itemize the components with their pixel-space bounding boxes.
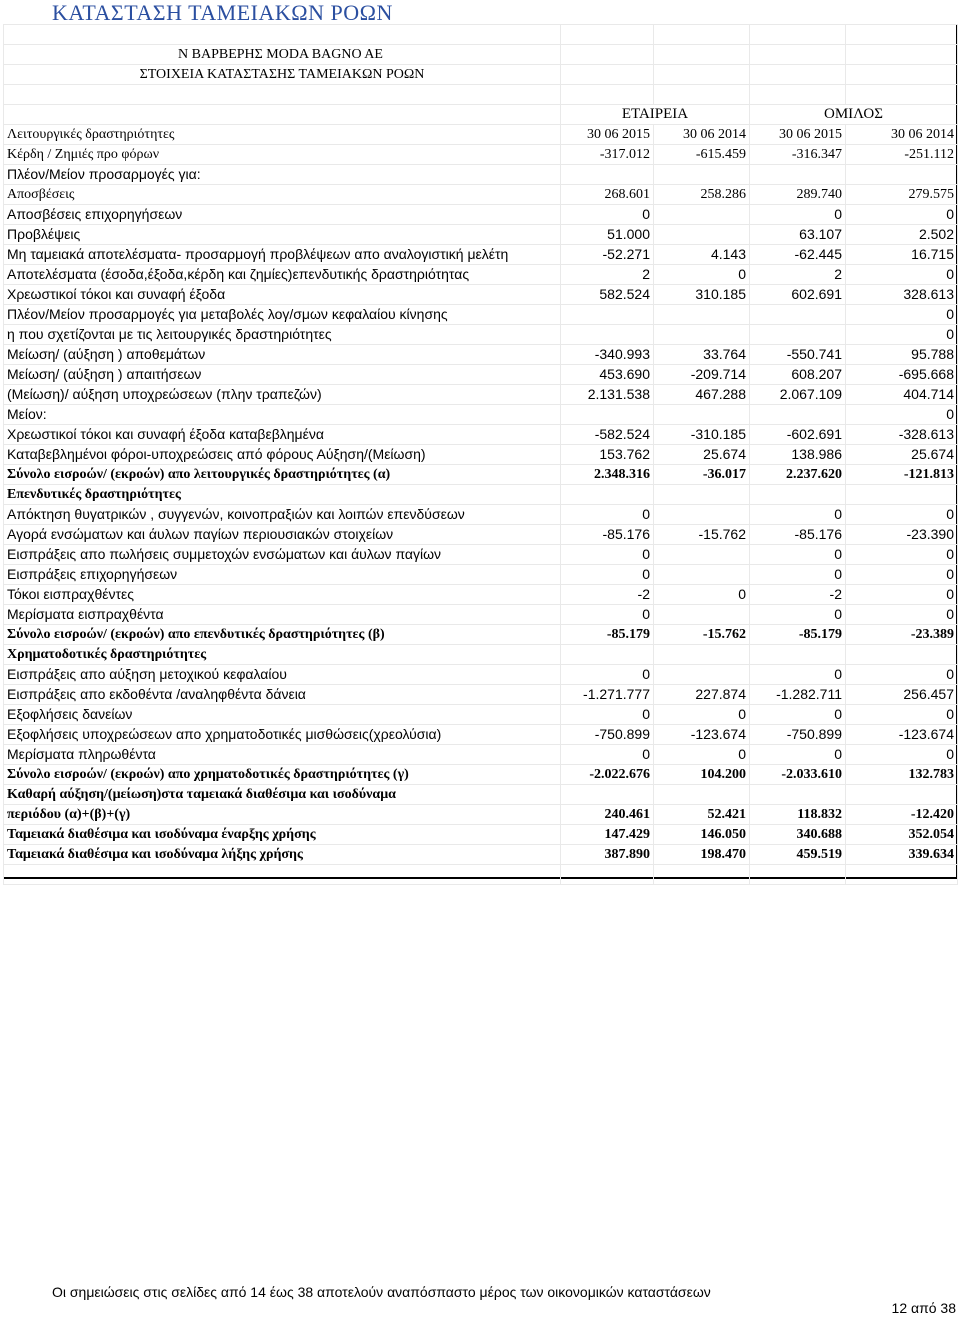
company-name-row bbox=[4, 44, 958, 64]
row-label: Ταμειακά διαθέσιμα και ισοδύναμα λήξης χρήσης bbox=[4, 844, 561, 864]
value-group-prior: 0 bbox=[846, 264, 958, 284]
table-row bbox=[4, 364, 958, 384]
value-company-current: 0 bbox=[561, 564, 654, 584]
value-group-current: 608.207 bbox=[750, 364, 846, 384]
value-company-prior: 0 bbox=[654, 744, 750, 764]
value-group-current: 2.237.620 bbox=[750, 464, 846, 484]
value-group-current bbox=[750, 404, 846, 424]
row-label: Σύνολο εισροών/ (εκροών) απο επενδυτικές δραστηριότητες (β) bbox=[4, 624, 561, 644]
value-company-current: 51.000 bbox=[561, 224, 654, 244]
group-header-row bbox=[4, 104, 958, 124]
value-company-prior bbox=[654, 544, 750, 564]
table-row bbox=[4, 604, 958, 624]
value-group-prior: -328.613 bbox=[846, 424, 958, 444]
value-company-current: 0 bbox=[561, 744, 654, 764]
period-header-row bbox=[4, 124, 958, 144]
row-label: Αγορά ενσώματων και άυλων παγίων περιουσιακών στοιχείων bbox=[4, 524, 561, 544]
value-group-prior: -23.389 bbox=[846, 624, 958, 644]
value-company-prior bbox=[654, 644, 750, 664]
value-company-prior: -15.762 bbox=[654, 624, 750, 644]
table-row bbox=[4, 664, 958, 684]
value-group-current: 2.067.109 bbox=[750, 384, 846, 404]
value-group-prior: 25.674 bbox=[846, 444, 958, 464]
value-company-prior bbox=[654, 404, 750, 424]
row-label: Εισπράξεις απο αύξηση μετοχικού κεφαλαίου bbox=[4, 664, 561, 684]
value-company-current: 0 bbox=[561, 604, 654, 624]
value-company-prior: 52.421 bbox=[654, 804, 750, 824]
table-row bbox=[4, 824, 958, 844]
value-company-prior: 25.674 bbox=[654, 444, 750, 464]
table-row bbox=[4, 804, 958, 824]
value-group-current: -62.445 bbox=[750, 244, 846, 264]
value-group-prior: -12.420 bbox=[846, 804, 958, 824]
value-company-prior: 227.874 bbox=[654, 684, 750, 704]
row-label: Μερίσματα εισπραχθέντα bbox=[4, 604, 561, 624]
value-company-current: 2 bbox=[561, 264, 654, 284]
table-row bbox=[4, 484, 958, 504]
row-label: Χρεωστικοί τόκοι και συναφή έξοδα bbox=[4, 284, 561, 304]
table-row bbox=[4, 624, 958, 644]
value-company-current bbox=[561, 484, 654, 504]
value-company-current: 0 bbox=[561, 704, 654, 724]
value-company-prior: -310.185 bbox=[654, 424, 750, 444]
value-company-current: -85.176 bbox=[561, 524, 654, 544]
row-label: Αποσβέσεις επιχορηγήσεων bbox=[4, 204, 561, 224]
value-company-current: -1.271.777 bbox=[561, 684, 654, 704]
value-company-current bbox=[561, 644, 654, 664]
value-group-current: 0 bbox=[750, 504, 846, 524]
value-group-current: -2.033.610 bbox=[750, 764, 846, 784]
row-label: Εξοφλήσεις υποχρεώσεων απο χρηματοδοτικές μισθώσεις(χρεολύσια) bbox=[4, 724, 561, 744]
value-group-prior: -123.674 bbox=[846, 724, 958, 744]
table-row bbox=[4, 204, 958, 224]
row-label: (Μείωση)/ αύξηση υποχρεώσεων (πλην τραπεζών) bbox=[4, 384, 561, 404]
value-company-prior bbox=[654, 664, 750, 684]
value-company-prior: 310.185 bbox=[654, 284, 750, 304]
row-label: Μείωση/ (αύξηση ) αποθεμάτων bbox=[4, 344, 561, 364]
value-group-prior: 0 bbox=[846, 304, 958, 324]
value-group-prior: 95.788 bbox=[846, 344, 958, 364]
table-row bbox=[4, 644, 958, 664]
value-group-prior: 0 bbox=[846, 504, 958, 524]
row-label: Εισπράξεις απο εκδοθέντα /αναληφθέντα δάνεια bbox=[4, 684, 561, 704]
value-company-prior: 146.050 bbox=[654, 824, 750, 844]
value-company-current: 268.601 bbox=[561, 184, 654, 204]
table-row bbox=[4, 444, 958, 464]
value-company-prior: 4.143 bbox=[654, 244, 750, 264]
value-company-prior: 198.470 bbox=[654, 844, 750, 864]
value-group-current: 0 bbox=[750, 564, 846, 584]
value-company-prior: -123.674 bbox=[654, 724, 750, 744]
row-label: Πλέον/Μείον προσαρμογές για μεταβολές λογ/σμων κεφαλαίου κίνησης bbox=[4, 304, 561, 324]
value-company-current: -85.179 bbox=[561, 624, 654, 644]
row-label: η που σχετίζονται με τις λειτουργικές δραστηριότητες bbox=[4, 324, 561, 344]
value-group-current bbox=[750, 484, 846, 504]
table-row bbox=[4, 784, 958, 804]
value-group-prior bbox=[846, 164, 958, 184]
value-group-current: 2 bbox=[750, 264, 846, 284]
table-row bbox=[4, 224, 958, 244]
value-company-prior bbox=[654, 164, 750, 184]
value-company-current: 153.762 bbox=[561, 444, 654, 464]
row-label: Μείωση/ (αύξηση ) απαιτήσεων bbox=[4, 364, 561, 384]
value-group-current bbox=[750, 644, 846, 664]
operating-activities-heading: Λειτουργικές δραστηριότητες bbox=[4, 124, 561, 144]
value-company-current: 147.429 bbox=[561, 824, 654, 844]
group-column-header: ΟΜΙΛΟΣ bbox=[750, 104, 958, 124]
value-group-prior: 339.634 bbox=[846, 844, 958, 864]
value-company-current: 2.348.316 bbox=[561, 464, 654, 484]
statement-title-row bbox=[4, 64, 958, 84]
row-label: Απόκτηση θυγατρικών , συγγενών, κοινοπραξιών και λοιπών επενδύσεων bbox=[4, 504, 561, 524]
value-group-prior: 404.714 bbox=[846, 384, 958, 404]
value-group-prior: 0 bbox=[846, 604, 958, 624]
value-group-current: 602.691 bbox=[750, 284, 846, 304]
value-company-prior bbox=[654, 224, 750, 244]
value-group-current: -85.176 bbox=[750, 524, 846, 544]
value-group-current: -550.741 bbox=[750, 344, 846, 364]
value-group-current: 118.832 bbox=[750, 804, 846, 824]
value-group-prior: 328.613 bbox=[846, 284, 958, 304]
value-group-prior: 352.054 bbox=[846, 824, 958, 844]
value-company-current bbox=[561, 404, 654, 424]
value-company-prior: -15.762 bbox=[654, 524, 750, 544]
value-company-prior bbox=[654, 304, 750, 324]
row-label: περιόδου (α)+(β)+(γ) bbox=[4, 804, 561, 824]
row-label: Σύνολο εισροών/ (εκροών) απο χρηματοδοτικές δραστηριότητες (γ) bbox=[4, 764, 561, 784]
table-row bbox=[4, 504, 958, 524]
row-label: Πλέον/Μείον προσαρμογές για: bbox=[4, 164, 561, 184]
value-company-current: 453.690 bbox=[561, 364, 654, 384]
table-row bbox=[4, 344, 958, 364]
value-group-prior: 16.715 bbox=[846, 244, 958, 264]
value-company-current: -750.899 bbox=[561, 724, 654, 744]
table-row bbox=[4, 144, 958, 164]
period-header-company-prior: 30 06 2014 bbox=[654, 124, 750, 144]
value-group-prior: -695.668 bbox=[846, 364, 958, 384]
cash-flow-table bbox=[3, 24, 958, 885]
row-label: Ταμειακά διαθέσιμα και ισοδύναμα έναρξης χρήσης bbox=[4, 824, 561, 844]
value-company-prior bbox=[654, 564, 750, 584]
table-row bbox=[4, 284, 958, 304]
company-column-header: ΕΤΑΙΡΕΙΑ bbox=[561, 104, 750, 124]
value-company-current bbox=[561, 784, 654, 804]
row-label: Αποσβέσεις bbox=[4, 184, 561, 204]
value-group-current bbox=[750, 324, 846, 344]
value-group-prior: 279.575 bbox=[846, 184, 958, 204]
value-group-prior: 2.502 bbox=[846, 224, 958, 244]
value-group-current: 0 bbox=[750, 664, 846, 684]
row-label: Μερίσματα πληρωθέντα bbox=[4, 744, 561, 764]
value-group-current: -1.282.711 bbox=[750, 684, 846, 704]
table-row bbox=[4, 184, 958, 204]
period-header-company-current: 30 06 2015 bbox=[561, 124, 654, 144]
row-label: Εισπράξεις επιχορηγήσεων bbox=[4, 564, 561, 584]
period-header-group-current: 30 06 2015 bbox=[750, 124, 846, 144]
value-company-current: -582.524 bbox=[561, 424, 654, 444]
value-company-current: -317.012 bbox=[561, 144, 654, 164]
value-group-prior: -251.112 bbox=[846, 144, 958, 164]
blank-row bbox=[4, 864, 958, 884]
value-company-current: 240.461 bbox=[561, 804, 654, 824]
value-company-prior bbox=[654, 324, 750, 344]
value-group-current: 0 bbox=[750, 604, 846, 624]
table-row bbox=[4, 584, 958, 604]
value-group-prior: 0 bbox=[846, 324, 958, 344]
value-group-prior bbox=[846, 784, 958, 804]
value-company-current: -2.022.676 bbox=[561, 764, 654, 784]
value-company-current bbox=[561, 324, 654, 344]
value-company-prior bbox=[654, 784, 750, 804]
value-company-current: 582.524 bbox=[561, 284, 654, 304]
value-company-prior: 33.764 bbox=[654, 344, 750, 364]
row-label: Καταβεβλημένοι φόροι-υποχρεώσεις από φόρους Αύξηση/(Μείωση) bbox=[4, 444, 561, 464]
table-row bbox=[4, 424, 958, 444]
value-group-current: -85.179 bbox=[750, 624, 846, 644]
value-company-current bbox=[561, 304, 654, 324]
blank-row bbox=[4, 84, 958, 104]
row-label: Κέρδη / Ζημιές προ φόρων bbox=[4, 144, 561, 164]
value-group-prior: 0 bbox=[846, 204, 958, 224]
table-row bbox=[4, 264, 958, 284]
value-company-current: 0 bbox=[561, 504, 654, 524]
value-group-prior: 0 bbox=[846, 404, 958, 424]
value-company-current: 0 bbox=[561, 544, 654, 564]
table-row bbox=[4, 764, 958, 784]
value-group-current: 0 bbox=[750, 204, 846, 224]
value-group-prior: -23.390 bbox=[846, 524, 958, 544]
table-row bbox=[4, 564, 958, 584]
page-number: 12 από 38 bbox=[891, 1300, 956, 1316]
row-label: Χρεωστικοί τόκοι και συναφή έξοδα καταβεβλημένα bbox=[4, 424, 561, 444]
value-company-prior: 258.286 bbox=[654, 184, 750, 204]
value-group-current: 0 bbox=[750, 704, 846, 724]
statement-title: ΣΤΟΙΧΕΙΑ ΚΑΤΑΣΤΑΣΗΣ ΤΑΜΕΙΑΚΩΝ ΡΟΩΝ bbox=[4, 64, 561, 84]
value-group-current: 138.986 bbox=[750, 444, 846, 464]
value-company-prior bbox=[654, 204, 750, 224]
table-row bbox=[4, 244, 958, 264]
table-row bbox=[4, 744, 958, 764]
value-company-prior: 467.288 bbox=[654, 384, 750, 404]
value-group-prior: 0 bbox=[846, 704, 958, 724]
row-label: Επενδυτικές δραστηριότητες bbox=[4, 484, 561, 504]
value-group-current: -602.691 bbox=[750, 424, 846, 444]
row-label: Σύνολο εισροών/ (εκροών) απο λειτουργικές δραστηριότητες (α) bbox=[4, 464, 561, 484]
value-company-current: 387.890 bbox=[561, 844, 654, 864]
value-group-prior: -121.813 bbox=[846, 464, 958, 484]
table-row bbox=[4, 324, 958, 344]
blank-row bbox=[4, 25, 958, 45]
value-company-prior bbox=[654, 484, 750, 504]
table-row bbox=[4, 164, 958, 184]
value-company-current bbox=[561, 164, 654, 184]
table-row bbox=[4, 404, 958, 424]
value-group-current: 0 bbox=[750, 744, 846, 764]
value-group-current: -750.899 bbox=[750, 724, 846, 744]
table-row bbox=[4, 724, 958, 744]
table-row bbox=[4, 524, 958, 544]
row-label: Αποτελέσματα (έσοδα,έξοδα,κέρδη και ζημίες)επενδυτικής δραστηριότητας bbox=[4, 264, 561, 284]
table-row bbox=[4, 304, 958, 324]
value-company-prior: 0 bbox=[654, 704, 750, 724]
value-group-current bbox=[750, 304, 846, 324]
value-group-prior: 132.783 bbox=[846, 764, 958, 784]
row-label: Καθαρή αύξηση/(μείωση)στα ταμειακά διαθέσιμα και ισοδύναμα bbox=[4, 784, 561, 804]
value-group-prior: 0 bbox=[846, 544, 958, 564]
value-group-prior: 0 bbox=[846, 564, 958, 584]
value-company-current: -52.271 bbox=[561, 244, 654, 264]
value-company-prior: -209.714 bbox=[654, 364, 750, 384]
value-company-current: 0 bbox=[561, 204, 654, 224]
value-company-prior: 0 bbox=[654, 264, 750, 284]
value-group-prior bbox=[846, 484, 958, 504]
company-name: Ν ΒΑΡΒΕΡΗΣ MODA BAGNO AE bbox=[4, 44, 561, 64]
row-label: Μείον: bbox=[4, 404, 561, 424]
value-company-prior bbox=[654, 504, 750, 524]
value-group-prior: 256.457 bbox=[846, 684, 958, 704]
row-label: Εισπράξεις απο πωλήσεις συμμετοχών ενσώματων και άυλων παγίων bbox=[4, 544, 561, 564]
value-group-prior bbox=[846, 644, 958, 664]
row-label: Μη ταμειακά αποτελέσματα- προσαρμογή προβλέψεων απο αναλογιστική μελέτη bbox=[4, 244, 561, 264]
row-label: Χρηματοδοτικές δραστηριότητες bbox=[4, 644, 561, 664]
value-company-current: -340.993 bbox=[561, 344, 654, 364]
value-company-prior: 104.200 bbox=[654, 764, 750, 784]
value-company-prior: -36.017 bbox=[654, 464, 750, 484]
value-company-current: 2.131.538 bbox=[561, 384, 654, 404]
value-group-prior: 0 bbox=[846, 584, 958, 604]
table-row bbox=[4, 544, 958, 564]
value-company-prior: -615.459 bbox=[654, 144, 750, 164]
value-group-current: 459.519 bbox=[750, 844, 846, 864]
value-group-current: -2 bbox=[750, 584, 846, 604]
value-company-current: 0 bbox=[561, 664, 654, 684]
table-row bbox=[4, 384, 958, 404]
value-group-current bbox=[750, 164, 846, 184]
value-company-prior bbox=[654, 604, 750, 624]
row-label: Εξοφλήσεις δανείων bbox=[4, 704, 561, 724]
value-group-current bbox=[750, 784, 846, 804]
table-row bbox=[4, 844, 958, 864]
row-label: Τόκοι εισπραχθέντες bbox=[4, 584, 561, 604]
value-group-current: 340.688 bbox=[750, 824, 846, 844]
period-header-group-prior: 30 06 2014 bbox=[846, 124, 958, 144]
value-group-current: 0 bbox=[750, 544, 846, 564]
page-heading: ΚΑΤΑΣΤΑΣΗ ΤΑΜΕΙΑΚΩΝ ΡΟΩΝ bbox=[52, 0, 393, 25]
table-row bbox=[4, 464, 958, 484]
value-group-current: -316.347 bbox=[750, 144, 846, 164]
value-group-prior: 0 bbox=[846, 664, 958, 684]
value-group-current: 63.107 bbox=[750, 224, 846, 244]
value-group-prior: 0 bbox=[846, 744, 958, 764]
value-group-current: 289.740 bbox=[750, 184, 846, 204]
value-company-current: -2 bbox=[561, 584, 654, 604]
footer-note: Οι σημειώσεις στις σελίδες από 14 έως 38 αποτελούν αναπόσπαστο μέρος των οικονομικών καταστάσεων bbox=[52, 1284, 711, 1300]
table-row bbox=[4, 704, 958, 724]
value-company-prior: 0 bbox=[654, 584, 750, 604]
table-row bbox=[4, 684, 958, 704]
row-label: Προβλέψεις bbox=[4, 224, 561, 244]
